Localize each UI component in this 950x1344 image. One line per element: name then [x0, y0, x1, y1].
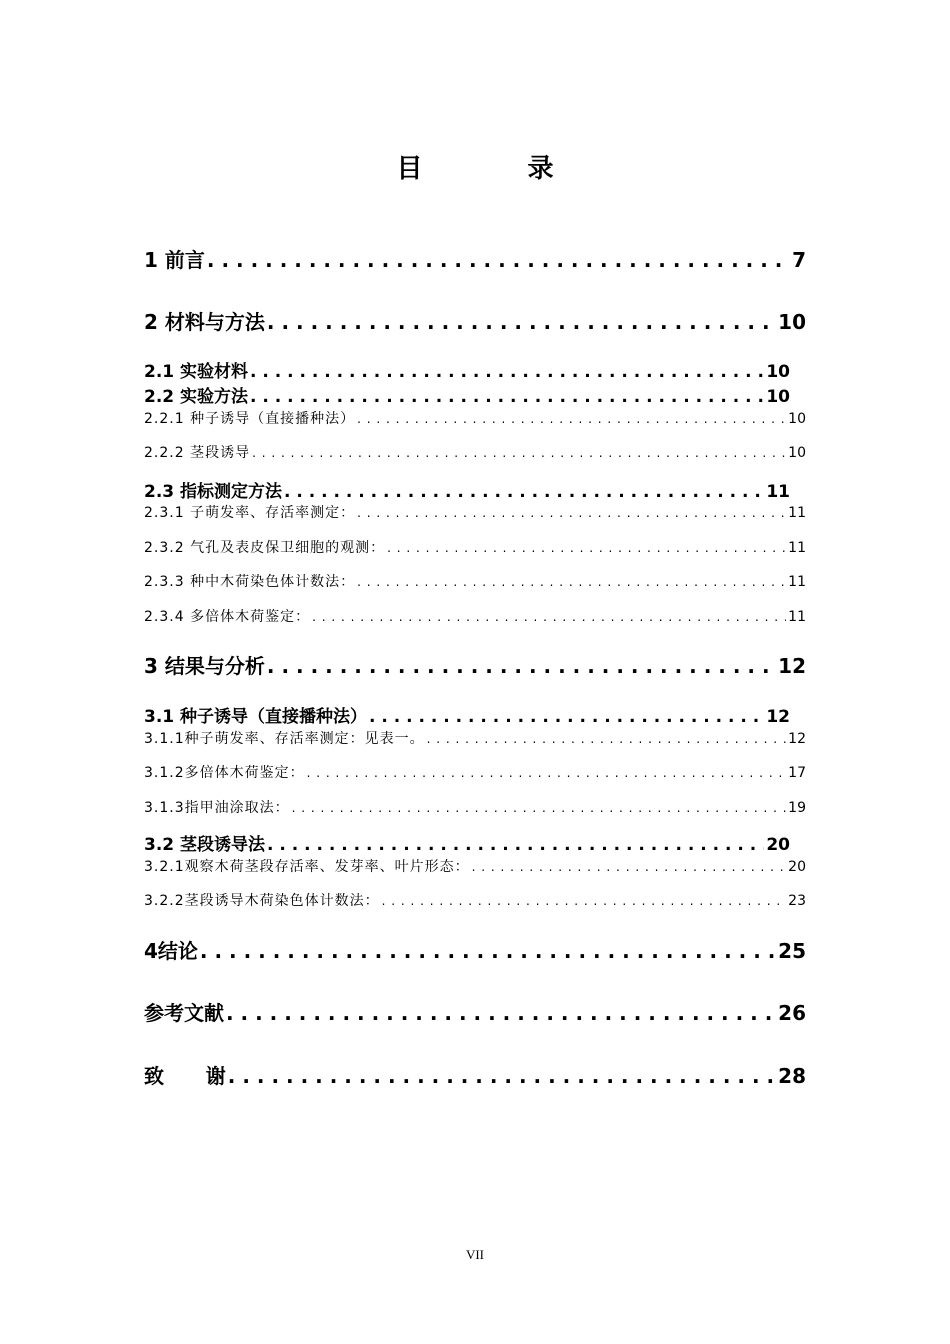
toc-entry-page: 20	[766, 835, 790, 855]
toc-entry-page: 10	[778, 310, 806, 334]
toc-entry-page: 12	[778, 654, 806, 678]
dot-leader	[267, 654, 776, 678]
toc-entry-page: 10	[788, 445, 806, 461]
toc-entry[interactable]	[144, 244, 806, 273]
toc-entry[interactable]	[144, 762, 806, 782]
dot-leader	[369, 707, 764, 727]
dot-leader	[267, 835, 764, 855]
toc-entry[interactable]	[144, 382, 790, 407]
toc-entry-page: 11	[766, 482, 790, 502]
toc-entry-label: 2.3 指标测定方法	[144, 482, 283, 502]
dot-leader	[267, 310, 776, 334]
toc-entry-page: 11	[788, 609, 806, 625]
toc-entry-label: 2.3.1 子萌发率、存活率测定：	[144, 505, 356, 521]
dot-leader	[207, 248, 790, 272]
toc-entry-label: 1 前言	[144, 248, 205, 272]
toc-entry-page: 17	[788, 765, 806, 781]
toc-entry-page: 12	[788, 731, 806, 747]
dot-leader	[250, 387, 764, 407]
toc-entry-label: 2.3.2 气孔及表皮保卫细胞的观测：	[144, 540, 386, 556]
toc-entry-label: 3 结果与分析	[144, 654, 265, 678]
toc-entry-label: 2.2 实验方法	[144, 387, 249, 407]
dot-leader	[284, 482, 764, 502]
dot-leader	[292, 801, 787, 815]
toc-entry[interactable]	[144, 1060, 806, 1089]
toc-entry-label: 2.2.2 茎段诱导	[144, 445, 251, 461]
toc-entry-page: 19	[788, 800, 806, 816]
toc-entry-label: 2.1 实验材料	[144, 362, 249, 382]
toc-entry[interactable]	[144, 650, 806, 679]
toc-entry-label: 3.1.2多倍体木荷鉴定：	[144, 765, 305, 781]
toc-entry[interactable]	[144, 728, 806, 748]
toc-entry[interactable]	[144, 935, 806, 964]
toc-entry[interactable]	[144, 702, 790, 727]
toc-entry-label: 2.3.3 种中木荷染色体计数法：	[144, 574, 356, 590]
toc-entry-label: 3.1.1种子萌发率、存活率测定：见表一。	[144, 731, 425, 747]
toc-entry-label: 3.2.1观察木荷茎段存活率、发芽率、叶片形态：	[144, 859, 470, 875]
toc-entry[interactable]	[144, 797, 806, 817]
toc-entry-label: 3.1.3指甲油涂取法：	[144, 800, 290, 816]
dot-leader	[357, 412, 786, 426]
toc-entry-label: 4结论	[144, 939, 198, 963]
dot-leader	[312, 610, 786, 624]
dot-leader	[382, 894, 787, 908]
page-number: VII	[465, 1247, 485, 1262]
toc-entry-label: 致 谢	[144, 1064, 226, 1088]
dot-leader	[472, 860, 787, 874]
toc-entry[interactable]	[144, 306, 806, 335]
toc-entry-page: 10	[766, 362, 790, 382]
toc-entry-page: 20	[788, 859, 806, 875]
toc-entry[interactable]	[144, 357, 790, 382]
toc-entry-page: 7	[792, 248, 806, 272]
toc-entry[interactable]	[144, 571, 806, 591]
toc-entry-label: 2.2.1 种子诱导（直接播种法）	[144, 411, 356, 427]
toc-entry[interactable]	[144, 408, 806, 428]
toc-entry[interactable]	[144, 502, 806, 522]
dot-leader	[357, 506, 786, 520]
toc-entry[interactable]	[144, 830, 790, 855]
toc-entry-label: 2 材料与方法	[144, 310, 265, 334]
dot-leader	[250, 362, 764, 382]
toc-entry-page: 10	[766, 387, 790, 407]
toc-entry-page: 10	[788, 411, 806, 427]
toc-entry[interactable]	[144, 997, 806, 1026]
dot-leader	[357, 575, 786, 589]
toc-entry-label: 3.2 茎段诱导法	[144, 835, 266, 855]
dot-leader	[226, 1001, 776, 1025]
toc-entry-page: 11	[788, 505, 806, 521]
toc-entry[interactable]	[144, 477, 790, 502]
toc-entry-page: 11	[788, 540, 806, 556]
dot-leader	[200, 939, 776, 963]
toc-entry-page: 25	[778, 939, 806, 963]
toc-entry[interactable]	[144, 537, 806, 557]
toc-entry-page: 23	[788, 893, 806, 909]
dot-leader	[252, 446, 786, 460]
toc-entry[interactable]	[144, 856, 806, 876]
toc-entry[interactable]	[144, 890, 806, 910]
dot-leader	[228, 1064, 776, 1088]
toc-entry-page: 26	[778, 1001, 806, 1025]
toc-entry-page: 28	[778, 1064, 806, 1088]
toc-entry-label: 2.3.4 多倍体木荷鉴定：	[144, 609, 311, 625]
toc-entry-label: 3.1 种子诱导（直接播种法）	[144, 707, 368, 727]
dot-leader	[307, 766, 787, 780]
toc-entry-label: 3.2.2茎段诱导木荷染色体计数法：	[144, 893, 380, 909]
toc-entry-page: 12	[766, 707, 790, 727]
dot-leader	[387, 541, 786, 555]
toc-entry[interactable]	[144, 606, 806, 626]
toc-entry-label: 参考文献	[144, 1001, 224, 1025]
page-title: 目 录	[396, 154, 602, 184]
dot-leader	[427, 732, 787, 746]
toc-entry[interactable]	[144, 442, 806, 462]
toc-entry-page: 11	[788, 574, 806, 590]
